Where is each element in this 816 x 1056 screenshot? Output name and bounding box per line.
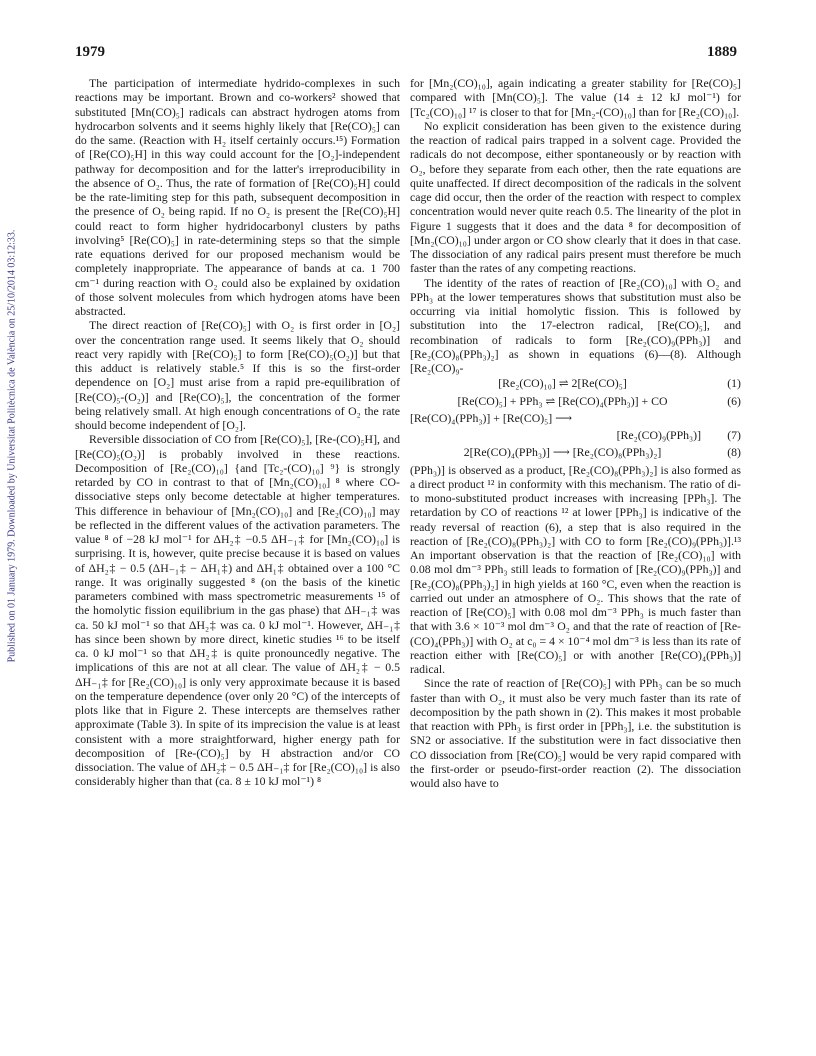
paragraph: The participation of intermediate hydrido-complexes in such reactions may be important. Brown and co-workers² showed that substituted [Mn(CO)₅] radicals can abstract hydrogen atoms from hydrocarbon solvents and it seems highly likely that [Re(CO)₅] can do the same. (Reaction with H₂ itself certainly occurs.¹⁵) Formation of [Re(CO)₅H] in this way could account for the [O₂]-independent pathway for decomposition and for the latter's irreproducibility in the absence of O₂. Thus, the rate of formation of [Re(CO)₅H] could be the rate-limiting step for this path, subsequent decomposition in the presence of O₂ being rapid. If no O₂ is present the [Re(CO)₅H] could react to form higher hydridocarbonyl clusters by paths involving⁵ [Re(CO)₅] in rate-determining steps so that the simple rate equations derived for our proposed mechanism would be completely inappropriate. The appearance of bands at ca. 1 700 cm⁻¹ during reaction with O₂ could also be explained by oxidation of those solvent molecules from which hydrogen atoms have been abstracted.	[75, 76, 400, 318]
page-number: 1889	[707, 44, 737, 60]
equation-body: 2[Re(CO)₄(PPh₃)] ⟶ [Re₂(CO)₈(PPh₃)₂]	[463, 445, 662, 460]
paragraph: for [Mn₂(CO)₁₀], again indicating a greater stability for [Re(CO)₅] compared with [Mn(CO)₅]. The value (14 ± 12 kJ mol⁻¹) for [Tc₂(CO)₁₀] ¹⁷ is closer to that for [Mn₂-(CO)₁₀] than for [Re₂(CO)₁₀].	[410, 76, 741, 119]
equation-8	[410, 445, 741, 459]
equation-7	[410, 411, 741, 425]
equation-number: (1)	[727, 376, 741, 391]
left-column	[75, 76, 400, 789]
equation-6	[410, 394, 741, 408]
paragraph: The identity of the rates of reaction of [Re₂(CO)₁₀] with O₂ and PPh₃ at the lower temperatures shows that substitution must also be occurring via initial homolytic fission. This is followed by substitution into the 17-electron radical, [Re(CO)₅], and recombination of radicals to form [Re₂(CO)₉(PPh₃)] and [Re₂(CO)₈(PPh₃)₂] as shown in equations (6)—(8). Although [Re₂(CO)₉-	[410, 275, 741, 375]
equation-body: [Re(CO)₅] + PPh₃ ⇌ [Re(CO)₄(PPh₃)] + CO	[457, 393, 668, 408]
equation-number: (7)	[727, 428, 741, 442]
equation-body: [Re(CO)₄(PPh₃)] + [Re(CO)₅] ⟶	[410, 410, 573, 425]
journal-year: 1979	[75, 44, 105, 60]
equation-7-continued	[410, 428, 741, 442]
equation-number: (6)	[727, 393, 741, 408]
side-note-text[interactable]: Published on 01 January 1979. Downloaded by Universitat Politècnica de València on 25/10/2014 03:12:33.	[6, 229, 18, 663]
equation-body: [Re₂(CO)₁₀] ⇌ 2[Re(CO)₅]	[498, 376, 627, 391]
paragraph: No explicit consideration has been given to the existence during the reaction of radical pairs trapped in a solvent cage. Provided the radicals do not decompose, either spontaneously or by reaction with O₂, before they separate from each other, then the rate equations are quite unaffected. If direct decomposition of the radicals in the solvent cage did occur, then the order of the reaction with respect to complex concentration would never quite reach 0.5. The linearity of the plot in Figure 1 suggests that it does and the data ⁸ for decomposition of [Mn₂(CO)₁₀] under argon or CO show clearly that it does in that case. The dissociation of any radical pairs present must therefore be much faster than the rates of any competing reactions.	[410, 118, 741, 276]
paragraph: (PPh₃)] is observed as a product, [Re₂(CO)₈(PPh₃)₂] is also formed as a direct product ¹² in conformity with this mechanism. The ratio of di- to mono-substituted product increases with increasing [PPh₃]. The retardation by CO of reactions ¹² at lower [PPh₃] is indicative of the ready reversal of reaction (6), a step that is also required in the reaction of [Re₂(CO)₈(PPh₃)₂] with CO to form [Re₂(CO)₉(PPh₃)].¹³ An important observation is that the reaction of [Re₂(CO)₁₀] with 0.08 mol dm⁻³ PPh₃ still leads to formation of [Re₂(CO)₉(PPh₃)] and [Re₂(CO)₈(PPh₃)₂] in high yields at 160 °C, even when the reaction is carried out under an atmosphere of O₂. This shows that the rate of reaction of [Re(CO)₅] with 0.08 mol dm⁻³ PPh₃ is much faster than that with 3.6 × 10⁻³ mol dm⁻³ O₂ and that the rate of reaction of [Re-(CO)₄(PPh₃)] with O₂ at c₀ = 4 × 10⁻⁴ mol dm⁻³ is less than its rate of reaction either with [Re(CO)₅] or with another [Re(CO)₄(PPh₃)] radical.	[410, 462, 741, 676]
equation-1	[410, 376, 741, 390]
paragraph: Reversible dissociation of CO from [Re(CO)₅], [Re-(CO)₅H], and [Re(CO)₅(O₂)] is probably involved in these reactions. Decomposition of [Re₂(CO)₁₀] {and [Tc₂-(CO)₁₀] ⁹} is strongly retarded by CO in contrast to that of [Mn₂(CO)₁₀] ⁸ where CO-dissociative steps only become detectable at higher temperatures. This difference in behaviour of [Mn₂(CO)₁₀] and [Re₂(CO)₁₀] may be reflected in the different values of the activation parameters. The value ⁸ of −28 kJ mol⁻¹ for ΔH₂‡ −0.5 ΔH₋₁‡ for [Mn₂(CO)₁₀] is surprising. It is, however, quite precise because it is based on values of ΔH₂‡ − 0.5 (ΔH₋₁‡ − ΔH₁‡) and ΔH₁‡ obtained over a 100 °C range. It was originally suggested ⁸ (on the basis of the kinetic parameters combined with mass spectrometric measurements ¹⁵ of the homolytic fission equilibrium in the gas phase) that ΔH₋₁‡ was ca. 50 kJ mol⁻¹ so that ΔH₂‡ was ca. 0 kJ mol⁻¹. However, ΔH₋₁‡ has since been shown by more direct, kinetic studies ¹⁶ to be itself ca. 0 kJ mol⁻¹ so that ΔH₂‡ is quite pronouncedly negative. The implications of this are not at all clear. The value of ΔH₂‡ − 0.5 ΔH₋₁‡ for [Re₂(CO)₁₀] is only very approximate because it is based on the temperature dependence (over only 20 °C) of the intercepts of plots like that in Figure 2. These intercepts are themselves rather approximate (Table 3). In spite of its imprecision the value is at least consistent with a more straightforward, higher energy path for decomposition of [Re-(CO)₅] by H abstraction and/or CO dissociation. The value of ΔH₂‡ − 0.5 ΔH₋₁‡ for [Re₂(CO)₁₀] is also considerably higher than that (ca. 8 ± 10 kJ mol⁻¹) ⁸	[75, 432, 400, 789]
publication-side-note	[6, 186, 18, 706]
equation-body-continued: [Re₂(CO)₉(PPh₃)]	[616, 428, 701, 442]
equation-number: (8)	[727, 445, 741, 460]
paragraph: The direct reaction of [Re(CO)₅] with O₂ is first order in [O₂] over the concentration range used. It seems likely that O₂ should react very rapidly with [Re(CO)₅] to form [Re(CO)₅(O₂)] but that this adduct is relatively stable.⁵ If this is so the first-order dependence on [O₂] must arise from a rapid pre-equilibration of [Re(CO)₅-(O₂)] and [Re(CO)₅], the concentration of the former being relatively small. At high enough concentrations of O₂ the rate should become independent of [O₂].	[75, 318, 400, 432]
paragraph: Since the rate of reaction of [Re(CO)₅] with PPh₃ can be so much faster than with O₂, it must also be very much faster than its rate of decomposition by the path shown in (2). This makes it most probable that reaction with PPh₃ is first order in [PPh₃], i.e. the substitution is SN2 or associative. If the substitution were in fact dissociative then CO dissociation from [Re(CO)₅] would be very rapid compared with the first-order or pseudo-first-order reaction (2). The dissociation would also have to	[410, 676, 741, 790]
right-column	[410, 76, 741, 790]
